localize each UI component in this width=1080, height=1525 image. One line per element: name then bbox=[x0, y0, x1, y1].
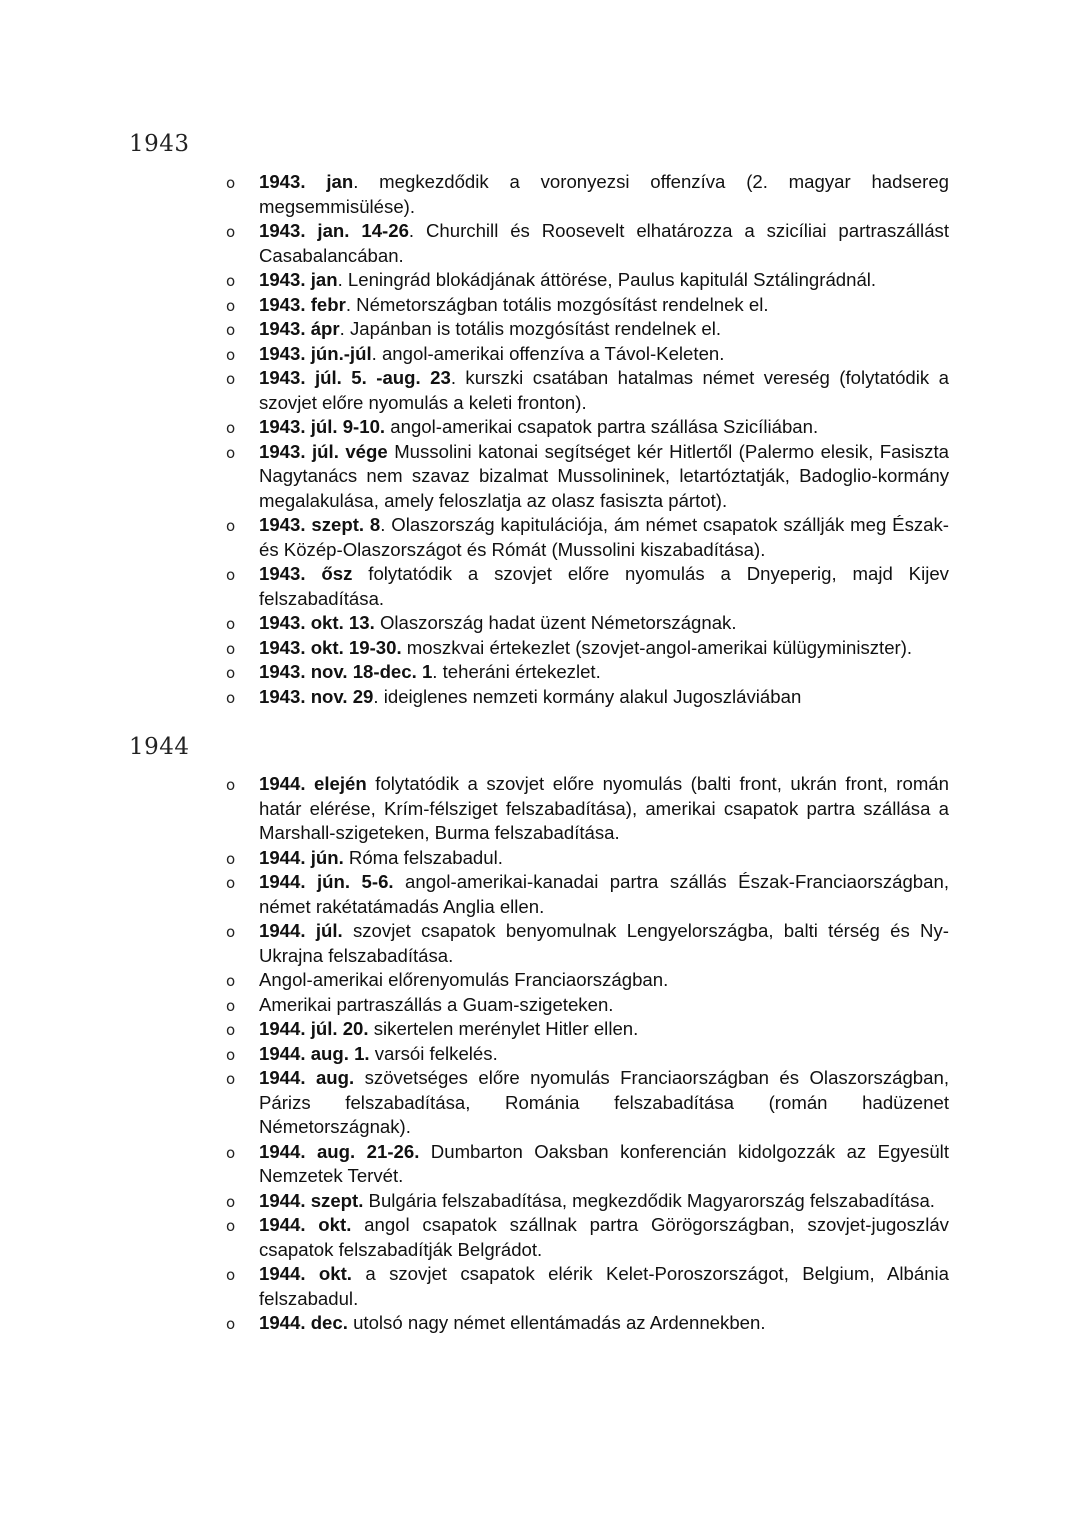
timeline-entry bbox=[0, 968, 949, 993]
entry-date: 1944. elején bbox=[259, 773, 367, 794]
bullet-icon: o bbox=[226, 1192, 236, 1211]
timeline-entry bbox=[0, 636, 949, 661]
entry-text: . kurszki csatában hatalmas német vereség (folytatódik a szovjet előre nyomulás a keleti fronton). bbox=[259, 367, 949, 413]
year-heading-1943: 1943 bbox=[129, 131, 190, 157]
timeline-entry bbox=[0, 772, 949, 846]
bullet-icon: o bbox=[226, 419, 236, 437]
entry-date: 1943. jan bbox=[259, 171, 354, 192]
entry-text: szovjet csapatok benyomulnak Lengyelországba, balti térség és Ny-Ukrajna felszabadítása. bbox=[259, 920, 949, 966]
entry-date: 1943. okt. 13. bbox=[259, 612, 375, 633]
entry-date: 1944. jún. 5-6. bbox=[259, 871, 394, 892]
timeline-entry bbox=[0, 366, 949, 415]
entry-text: angol csapatok szállnak partra Görögországban, szovjet-jugoszláv csapatok felszabadítják Belgrádot. bbox=[259, 1214, 949, 1260]
bullet-icon: o bbox=[226, 1266, 236, 1284]
timeline-entry bbox=[0, 1311, 949, 1336]
entry-text: Amerikai partraszállás a Guam-szigeteken. bbox=[259, 993, 614, 1015]
bullet-icon: o bbox=[226, 615, 236, 633]
entry-date: 1943. jan. 14-26 bbox=[259, 220, 409, 241]
entry-date: 1944. aug. bbox=[259, 1067, 355, 1088]
entry-text: sikertelen merénylet Hitler ellen. bbox=[368, 1018, 639, 1039]
timeline-entry bbox=[0, 268, 949, 293]
entry-date: 1944. aug. 1. bbox=[259, 1042, 370, 1064]
entry-date: 1943. nov. 18-dec. 1 bbox=[259, 661, 433, 682]
bullet-icon: o bbox=[226, 1217, 236, 1235]
bullet-icon: o bbox=[226, 345, 236, 364]
entry-text: . angol-amerikai offenzíva a Távol-Keleten. bbox=[371, 342, 725, 364]
entry-date: 1944. okt. bbox=[259, 1214, 352, 1235]
bullet-icon: o bbox=[226, 566, 236, 584]
entry-text: . megkezdődik a voronyezsi offenzíva (2. magyar hadsereg megsemmisülése). bbox=[259, 171, 950, 217]
bullet-icon: o bbox=[226, 639, 236, 658]
entry-date: 1943. jan bbox=[259, 269, 338, 290]
bullet-icon: o bbox=[226, 174, 236, 192]
entry-text: . teheráni értekezlet. bbox=[432, 661, 601, 682]
bullet-icon: o bbox=[226, 517, 236, 535]
bullet-icon: o bbox=[226, 296, 236, 315]
entry-text: . Leningrád blokádjának áttörése, Paulus kapitulál Sztálingrádnál. bbox=[337, 269, 877, 290]
entry-date: 1943. júl. 5. -aug. 23 bbox=[259, 367, 451, 388]
entry-text: folytatódik a szovjet előre nyomulás (balti front, ukrán front, román határ elérése, Krím-félsziget felszabadítása), amerikai csapatok partra szállása a Marshall-szigeteken, Burma felszabadítása. bbox=[259, 773, 949, 843]
timeline-entry bbox=[0, 846, 949, 871]
entry-text: . Japánban is totális mozgósítást rendelnek el. bbox=[339, 318, 722, 339]
entry-text: Mussolini katonai segítséget kér Hitlertől (Palermo elesik, Fasiszta Nagytanács nem szavaz bizalmat Mussolininek, letartóztatják, Badoglio-kormány megalakulása, amely feloszlatja az olasz fasiszta pártot). bbox=[259, 440, 949, 511]
bullet-icon: o bbox=[226, 1315, 236, 1333]
entry-date: 1943. febr bbox=[259, 293, 346, 315]
entry-date: 1944. jún. bbox=[259, 846, 344, 868]
entry-text: Dumbarton Oaksban konferencián kidolgozzák az Egyesült Nemzetek Tervét. bbox=[259, 1140, 949, 1186]
entry-text: Bulgária felszabadítása, megkezdődik Magyarország felszabadítása. bbox=[363, 1189, 935, 1211]
timeline-entry bbox=[0, 660, 949, 685]
entry-text: Olaszország hadat üzent Németországnak. bbox=[374, 612, 737, 633]
bullet-icon: o bbox=[226, 1070, 236, 1088]
entry-text: . ideiglenes nemzeti kormány alakul Jugoszláviában bbox=[373, 685, 802, 707]
bullet-icon: o bbox=[226, 370, 236, 388]
entry-text: . Németországban totális mozgósítást rendelnek el. bbox=[345, 293, 769, 315]
entry-date: 1944. aug. 21-26. bbox=[259, 1140, 420, 1162]
entry-date: 1943. jún.-júl bbox=[259, 342, 372, 364]
entry-text: angol-amerikai csapatok partra szállása Szicíliában. bbox=[385, 416, 819, 437]
timeline-entry bbox=[0, 1262, 949, 1311]
entry-date: 1944. júl. 20. bbox=[259, 1018, 369, 1039]
entry-date: 1943. ápr bbox=[259, 318, 340, 339]
entry-text: angol-amerikai-kanadai partra szállás Észak-Franciaországban, német rakétatámadás Anglia ellen. bbox=[259, 871, 949, 917]
entry-text: a szovjet csapatok elérik Kelet-Poroszországot, Belgium, Albánia felszabadul. bbox=[259, 1263, 949, 1309]
timeline-list-1944 bbox=[0, 772, 1080, 1336]
bullet-icon: o bbox=[226, 321, 236, 339]
bullet-icon: o bbox=[226, 443, 236, 462]
entry-text: folytatódik a szovjet előre nyomulás a Dnyeperig, majd Kijev felszabadítása. bbox=[259, 563, 949, 609]
entry-date: 1943. ősz bbox=[259, 563, 353, 584]
bullet-icon: o bbox=[226, 996, 236, 1015]
bullet-icon: o bbox=[226, 223, 236, 241]
entry-date: 1944. szept. bbox=[259, 1189, 364, 1211]
timeline-entry bbox=[0, 993, 949, 1018]
entry-date: 1944. dec. bbox=[259, 1312, 348, 1333]
entry-text: . Olaszország kapitulációja, ám német csapatok szállják meg Észak- és Közép-Olaszországot és Rómát (Mussolini kiszabadítása). bbox=[259, 514, 949, 560]
timeline-entry bbox=[0, 611, 949, 636]
bullet-icon: o bbox=[226, 849, 236, 868]
bullet-icon: o bbox=[226, 688, 236, 707]
bullet-icon: o bbox=[226, 776, 236, 794]
entry-text: Angol-amerikai előrenyomulás Franciaországban. bbox=[259, 969, 669, 990]
timeline-entry bbox=[0, 317, 949, 342]
entry-date: 1944. júl. bbox=[259, 920, 343, 941]
timeline-entry bbox=[0, 1189, 949, 1214]
entry-date: 1943. szept. 8 bbox=[259, 514, 381, 535]
timeline-entry bbox=[0, 919, 949, 968]
timeline-entry bbox=[0, 293, 949, 318]
timeline-entry bbox=[0, 342, 949, 367]
entry-text: . Churchill és Roosevelt elhatározza a szicíliai partraszállást Casabalancában. bbox=[259, 220, 949, 266]
bullet-icon: o bbox=[226, 1021, 236, 1039]
entry-date: 1943. nov. 29 bbox=[259, 685, 374, 707]
timeline-list-1943 bbox=[0, 170, 1080, 709]
entry-text: Róma felszabadul. bbox=[343, 846, 503, 868]
bullet-icon: o bbox=[226, 272, 236, 290]
bullet-icon: o bbox=[226, 972, 236, 990]
entry-text: varsói felkelés. bbox=[369, 1042, 498, 1064]
entry-date: 1943. júl. 9-10. bbox=[259, 416, 386, 437]
timeline-entry bbox=[0, 1066, 949, 1140]
timeline-entry bbox=[0, 1140, 949, 1189]
timeline-entry bbox=[0, 685, 949, 710]
entry-text: utolsó nagy német ellentámadás az Ardennekben. bbox=[347, 1312, 766, 1333]
timeline-entry bbox=[0, 415, 949, 440]
year-heading-1944: 1944 bbox=[129, 734, 190, 760]
bullet-icon: o bbox=[226, 664, 236, 682]
timeline-entry bbox=[0, 170, 949, 219]
bullet-icon: o bbox=[226, 923, 236, 941]
bullet-icon: o bbox=[226, 1045, 236, 1064]
timeline-entry bbox=[0, 870, 949, 919]
entry-text: moszkvai értekezlet (szovjet-angol-amerikai külügyminiszter). bbox=[401, 636, 913, 658]
entry-date: 1944. okt. bbox=[259, 1263, 352, 1284]
bullet-icon: o bbox=[226, 1143, 236, 1162]
entry-text: szövetséges előre nyomulás Franciaországban és Olaszországban, Párizs felszabadítása, Románia felszabadítása (román hadüzenet Németországnak). bbox=[259, 1067, 949, 1137]
timeline-entry bbox=[0, 219, 949, 268]
timeline-entry bbox=[0, 1042, 949, 1067]
bullet-icon: o bbox=[226, 874, 236, 892]
timeline-entry bbox=[0, 562, 949, 611]
entry-date: 1943. júl. vége bbox=[259, 440, 388, 462]
timeline-entry bbox=[0, 1017, 949, 1042]
timeline-entry bbox=[0, 513, 949, 562]
timeline-entry bbox=[0, 1213, 949, 1262]
timeline-entry bbox=[0, 440, 949, 514]
entry-date: 1943. okt. 19-30. bbox=[259, 636, 402, 658]
